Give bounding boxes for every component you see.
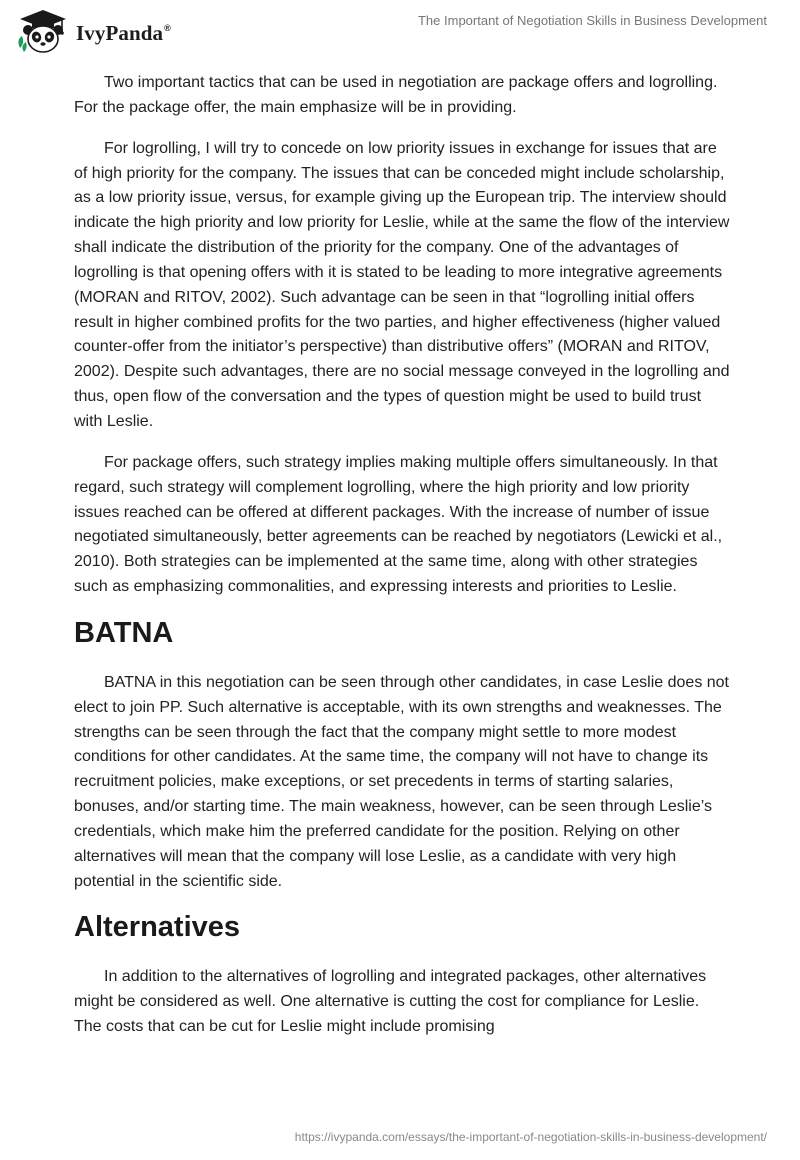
panda-graduate-icon	[14, 8, 72, 56]
paragraph-tactics: Two important tactics that can be used in negotiation are package offers and logrolling. For the package offer, the main emphasize will be in providing.	[74, 74, 718, 116]
heading-batna: BATNA	[74, 616, 174, 649]
page-header	[0, 0, 800, 60]
paragraph-batna: BATNA in this negotiation can be seen through other candidates, in case Leslie does not elect to join PP. Such alternative is acceptable, with its own strengths and weaknesses. The strengths can be seen through the fact that the company might settle to more modest conditions for other candidates. At the same time, the company will not have to change its recruitment policies, make exceptions, or set precedents in terms of starting salaries, bonuses, and/or starting time. The main weakness, however, can be seen through Leslie’s credentials, which make him the preferred candidate for the position. Relying on other alternatives will mean that the company will lose Leslie, as a candidate with very high potential in the scientific side.	[74, 673, 729, 890]
brand-logo[interactable]	[14, 8, 171, 56]
paragraph-package-offers: For package offers, such strategy implies making multiple offers simultaneously. In that regard, such strategy will complement logrolling, where the high priority and low priority issues reached can be offered at different packages. With the increase of number of issue negotiated simultaneously, better agreements can be reached by negotiators (Lewicki et al., 2010). Both strategies can be implemented at the same time, along with other strategies such as emphasizing commonalities, and expressing interests and priorities to Leslie.	[74, 453, 723, 596]
registered-mark: ®	[164, 22, 171, 33]
document-title: The Important of Negotiation Skills in Business Development	[417, 13, 767, 28]
heading-alternatives: Alternatives	[74, 911, 241, 944]
paragraph-alternatives: In addition to the alternatives of logrolling and integrated packages, other alternatives might be considered as well. One alternative is cutting the cost for compliance for Leslie. The costs that can be cut for Leslie might include promising	[74, 968, 707, 1036]
footer-url[interactable]: https://ivypanda.com/essays/the-important-of-negotiation-skills-in-business-development/	[294, 1130, 767, 1144]
paragraph-logrolling: For logrolling, I will try to concede on low priority issues in exchange for issues that are of high priority for the company. The issues that can be conceded might include scholarship, as a low priority issue, versus, for example giving up the European trip. The interview should indicate the high priority and low priority for Leslie, while at the same the flow of the interview shall indicate the distribution of the priority for the company. One of the advantages of logrolling is that opening offers with it is stated to be leading to more integrative agreements (MORAN and RITOV, 2002). Such advantage can be seen in that “logrolling initial offers result in higher combined profits for the two parties, and higher effectiveness (higher valued counter-offer from the initiator’s perspective) than distributive offers” (MORAN and RITOV, 2002). Despite such advantages, there are no social message conveyed in the logrolling and thus, open flow of the conversation and the types of question might be used to build trust with Leslie.	[74, 139, 730, 430]
brand-name: IvyPanda®	[76, 20, 171, 45]
essay-content	[74, 71, 730, 1056]
